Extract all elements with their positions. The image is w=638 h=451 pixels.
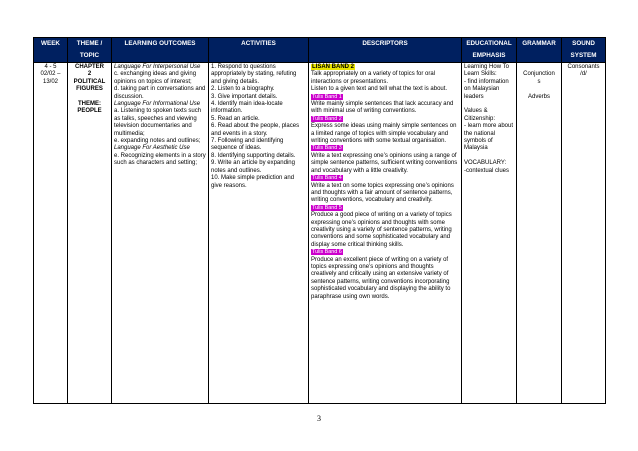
lo-item: e. expanding notes and outlines;: [114, 138, 201, 145]
tulis-band-3-text: Write a text expressing one’s opinions using a range of simple sentence patterns, sufficient writing conventions and vocabulary with a little creativity.: [311, 152, 458, 174]
tulis-band-6-label: Tulis Band 6: [312, 249, 342, 256]
theme-label: THEME:: [78, 101, 101, 108]
lo-item: d. taking part in conversations and discussion.: [114, 86, 206, 100]
page-number: 3: [317, 414, 321, 423]
lisan-band-text: Talk appropriately on a variety of topics for oral interactions or presentations.: [311, 71, 436, 85]
activity-item: 6. Read about the people, places and events in a story.: [211, 123, 300, 137]
emphasis-item: - learn more about the national symbols of Malaysia: [464, 123, 514, 152]
lo-item: a. Listening to spoken texts such as talks, speeches and viewing television documentaries and multimedia;: [114, 108, 202, 137]
tulis-band-2-text: Express some ideas using mainly simple sentences on a limited range of topics with simple vocabulary and writing conventions with some textual organisation.: [311, 123, 457, 145]
emphasis-item: -contextual clues: [464, 167, 510, 174]
activity-item: 1. Respond to questions appropriately by stating, refuting and giving details.: [211, 64, 297, 85]
grammar-spacer: [519, 86, 559, 93]
educational-emphasis-cell: [462, 63, 517, 404]
sound-heading: Consonants: [567, 64, 600, 70]
emphasis-heading: VOCABULARY:: [464, 160, 507, 167]
learning-outcomes-cell: [112, 63, 209, 404]
theme-cell: [68, 63, 112, 404]
topic-line-2: FIGURES: [76, 86, 103, 93]
header-theme-topic: THEME / TOPIC: [68, 38, 112, 63]
sound-system-cell: [562, 63, 606, 404]
lisan-band-text-2: Listen to a given text and tell what the text is about.: [311, 86, 448, 93]
lo-heading-informational: Language For Informational Use: [114, 101, 201, 108]
grammar-item: Adverbs: [527, 93, 550, 100]
week-cell: [34, 63, 68, 404]
tulis-band-4-label: Tulis Band 4: [312, 175, 342, 182]
activity-item: 5. Read an article.: [211, 115, 260, 122]
theme-spacer: [70, 94, 109, 101]
table-row: [34, 63, 606, 404]
week-end-date: 13/02: [42, 78, 58, 85]
header-sound-system: SOUND SYSTEM: [562, 38, 606, 63]
week-start-date: 02/02 –: [40, 71, 61, 78]
lo-item: c. exchanging ideas and giving opinions on topics of interest;: [114, 71, 197, 85]
sound-item: /d/: [580, 71, 587, 78]
header-descriptors: DESCRIPTORS: [309, 38, 462, 63]
activity-item: 4. Identify main idea-locate information.: [211, 101, 283, 115]
topic-line-1: POLITICAL: [73, 78, 106, 85]
activity-item: 3. Give important details.: [211, 93, 278, 100]
header-learning-outcomes: LEARNING OUTCOMES: [112, 38, 209, 63]
tulis-band-6-text: Produce an excellent piece of writing on a variety of topics expressing one’s opinions and thoughts creatively and critically using an extensive variety of sentence patterns, writing conventions incorporating sophisticated vocabulary and displaying the ability to paraphrase using own words.: [311, 256, 451, 300]
chapter-number: 2: [87, 71, 92, 78]
tulis-band-1-text: Write mainly simple sentences that lack accuracy and with minimal use of writing conventions.: [311, 101, 454, 115]
emphasis-spacer: [464, 153, 514, 160]
header-activities: ACTIVITIES: [209, 38, 309, 63]
lisan-band-label: LISAN BAND 2: [312, 64, 355, 70]
lo-item: e. Recognizing elements in a story such as characters and setting;: [114, 152, 206, 167]
activities-cell: [209, 63, 309, 404]
grammar-item: Conjunction: [523, 71, 555, 78]
header-grammar: GRAMMAR: [517, 38, 562, 63]
header-week: WEEK: [34, 38, 68, 63]
lo-heading-interpersonal: Language For Interpersonal Use: [114, 64, 201, 70]
grammar-item-wrap: s: [537, 78, 541, 85]
descriptors-cell: [309, 63, 462, 404]
chapter-label: CHAPTER: [74, 64, 104, 70]
emphasis-item: - find information on Malaysian leaders: [464, 78, 509, 100]
lesson-plan-table: [33, 37, 606, 404]
emphasis-spacer: [464, 101, 514, 108]
activity-item: 7. Following and identifying sequence of ideas.: [211, 138, 284, 152]
grammar-cell: [517, 63, 562, 404]
activity-item: 10. Make simple prediction and give reasons.: [211, 175, 295, 189]
activity-item: 9. Write an article by expanding notes and outlines.: [211, 160, 295, 174]
lo-heading-aesthetic: Language For Aesthetic Use: [114, 145, 190, 152]
tulis-band-2-label: Tulis Band 2: [312, 115, 342, 122]
grammar-spacer: [519, 64, 559, 71]
tulis-band-3-label: Tulis Band 3: [312, 145, 342, 152]
tulis-band-1-label: Tulis Band 1: [312, 93, 342, 100]
emphasis-heading: Learning How To Learn Skills:: [464, 64, 509, 78]
emphasis-heading: Values & Citizenship:: [464, 108, 496, 122]
header-educational-emphasis: EDUCATIONAL EMPHASIS: [462, 38, 517, 63]
header-row: [34, 38, 606, 63]
activity-item: 8. Identifying supporting details.: [211, 152, 296, 159]
tulis-band-5-label: Tulis Band 5: [312, 204, 342, 211]
theme-value: PEOPLE: [77, 108, 102, 115]
activity-item: 2. Listen to a biography.: [211, 86, 275, 93]
tulis-band-5-text: Produce a good piece of writing on a variety of topics expressing one’s opinions and thoughts with some creativity using a variety of sentence patterns, writing conventions and some sophisticated vocabulary and display some critical thinking skills.: [311, 212, 452, 248]
tulis-band-4-text: Write a text on some topics expressing one’s opinions and thoughts with a fair amount of sentence patterns, writing conventions, vocabulary and creativity.: [311, 182, 454, 204]
week-range: 4 - 5: [44, 64, 57, 70]
